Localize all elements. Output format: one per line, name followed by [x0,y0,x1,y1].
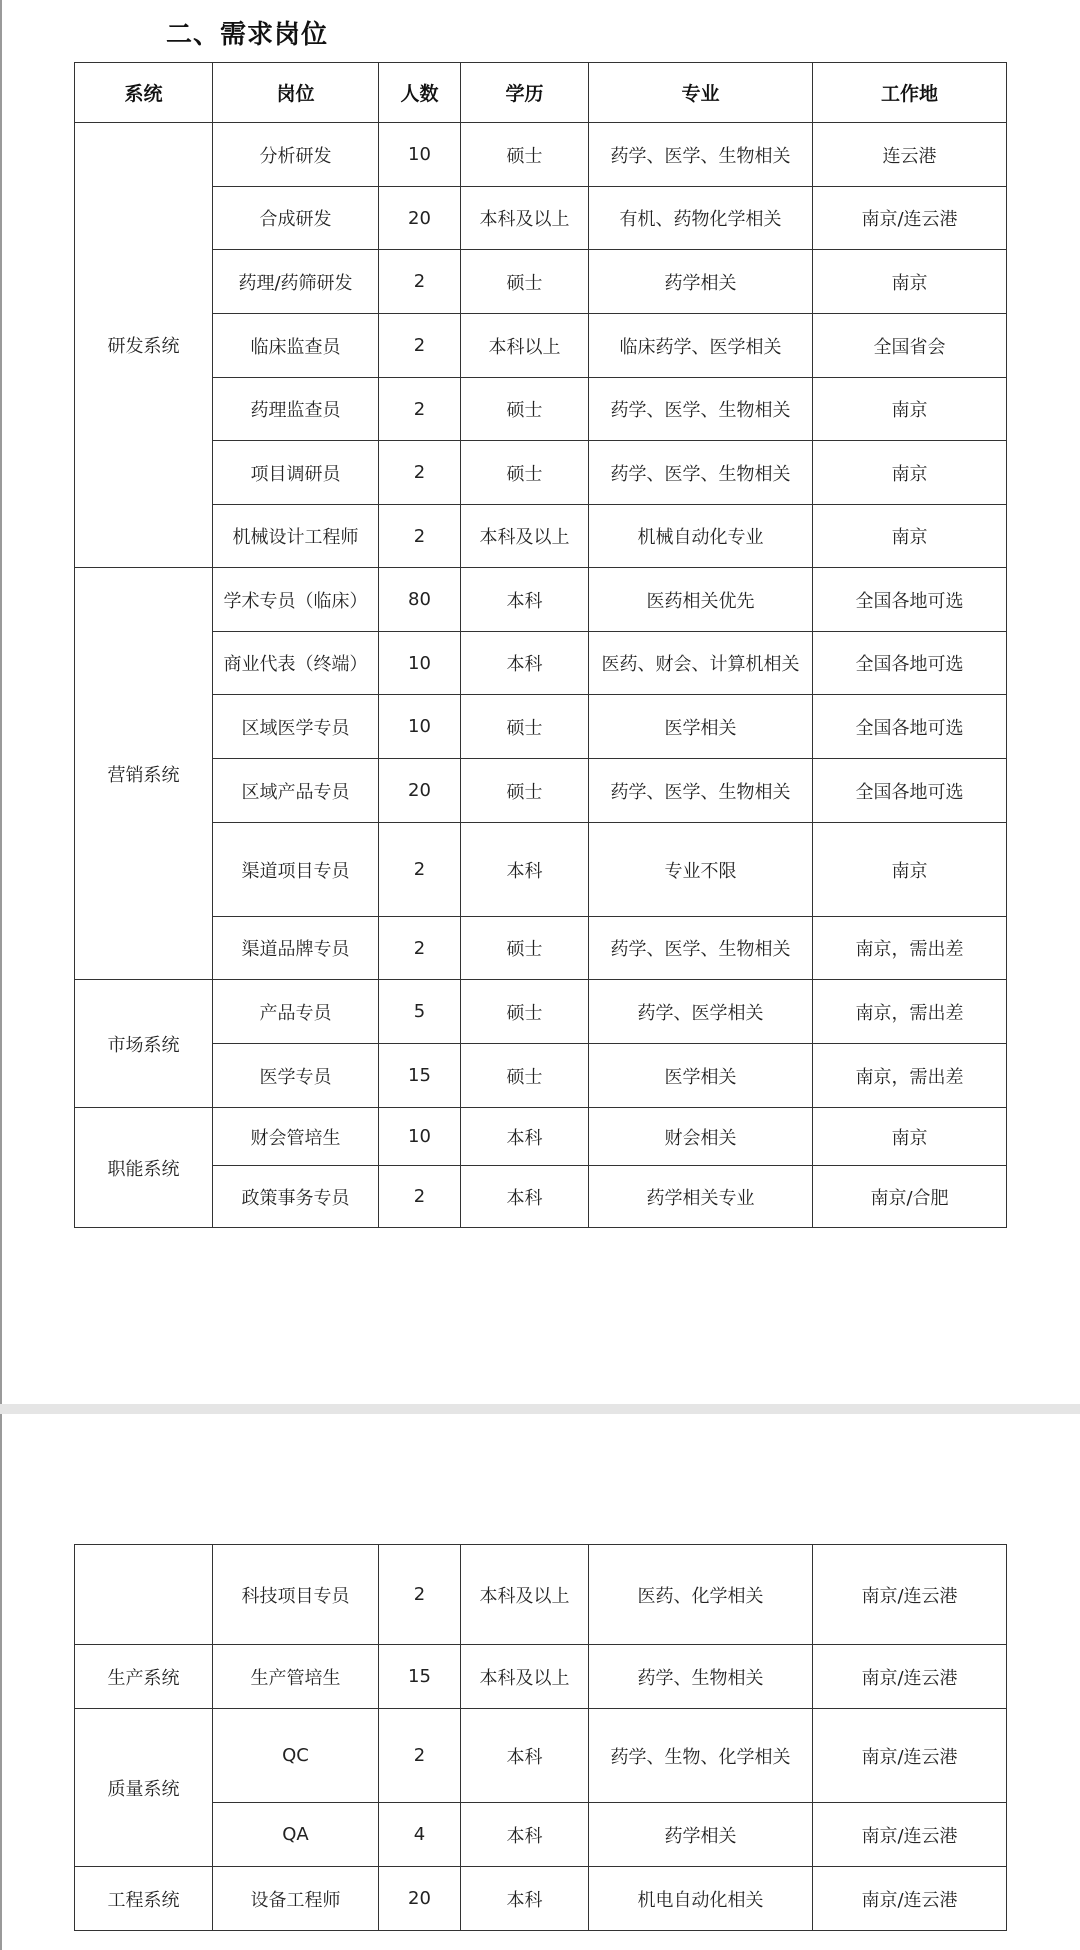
post-cell: 渠道品牌专员 [213,917,379,980]
education-cell: 硕士 [461,378,589,441]
education-cell: 硕士 [461,917,589,980]
system-cell: 市场系统 [75,980,213,1108]
location-cell: 南京 [813,1108,1007,1166]
post-cell: 项目调研员 [213,441,379,505]
location-cell: 连云港 [813,123,1007,187]
count-cell: 80 [379,568,461,632]
section-title: 二、需求岗位 [166,20,329,50]
system-cell: 工程系统 [75,1867,213,1931]
table-row [75,568,1007,632]
post-cell: 生产管培生 [213,1645,379,1709]
location-cell: 南京 [813,378,1007,441]
page-edge-top [0,0,2,1404]
post-cell: 医学专员 [213,1044,379,1108]
count-cell: 15 [379,1645,461,1709]
education-cell: 硕士 [461,123,589,187]
location-cell: 全国各地可选 [813,695,1007,759]
page-edge-bottom [0,1414,2,1950]
major-cell: 医学相关 [589,695,813,759]
count-cell: 4 [379,1803,461,1867]
post-cell: 产品专员 [213,980,379,1044]
location-cell: 南京，需出差 [813,917,1007,980]
location-cell: 全国各地可选 [813,568,1007,632]
education-cell: 本科 [461,1166,589,1228]
table-row [75,505,1007,568]
major-cell: 医药相关优先 [589,568,813,632]
major-cell: 药学、医学、生物相关 [589,759,813,823]
post-cell: 科技项目专员 [213,1545,379,1645]
post-cell: 药理监查员 [213,378,379,441]
location-cell: 南京 [813,823,1007,917]
header-count: 人数 [379,63,461,123]
post-cell: 政策事务专员 [213,1166,379,1228]
education-cell: 本科 [461,823,589,917]
major-cell: 医药、财会、计算机相关 [589,632,813,695]
count-cell: 2 [379,441,461,505]
post-cell: 区域医学专员 [213,695,379,759]
major-cell: 药学、医学、生物相关 [589,441,813,505]
major-cell: 药学、医学、生物相关 [589,917,813,980]
table-row [75,1166,1007,1228]
major-cell: 药学、医学、生物相关 [589,123,813,187]
post-cell: 临床监查员 [213,314,379,378]
table-row [75,980,1007,1044]
location-cell: 南京/连云港 [813,1867,1007,1931]
table-header-row [75,63,1007,123]
location-cell: 南京 [813,250,1007,314]
count-cell: 20 [379,187,461,250]
count-cell: 2 [379,1166,461,1228]
location-cell: 南京，需出差 [813,1044,1007,1108]
major-cell: 机械自动化专业 [589,505,813,568]
education-cell: 本科 [461,1867,589,1931]
count-cell: 5 [379,980,461,1044]
count-cell: 10 [379,695,461,759]
major-cell: 医药、化学相关 [589,1545,813,1645]
table-row [75,1709,1007,1803]
major-cell: 药学相关 [589,250,813,314]
location-cell: 全国各地可选 [813,759,1007,823]
table-row [75,314,1007,378]
post-cell: 药理/药筛研发 [213,250,379,314]
location-cell: 南京/连云港 [813,1645,1007,1709]
table-row [75,378,1007,441]
major-cell: 有机、药物化学相关 [589,187,813,250]
education-cell: 本科及以上 [461,1545,589,1645]
education-cell: 硕士 [461,980,589,1044]
post-cell: QC [213,1709,379,1803]
post-cell: 分析研发 [213,123,379,187]
count-cell: 15 [379,1044,461,1108]
location-cell: 南京/连云港 [813,1709,1007,1803]
location-cell: 南京，需出差 [813,980,1007,1044]
table-row [75,1803,1007,1867]
major-cell: 临床药学、医学相关 [589,314,813,378]
system-cell: 营销系统 [75,568,213,980]
table-row [75,123,1007,187]
table-row [75,1044,1007,1108]
header-system: 系统 [75,63,213,123]
major-cell: 药学、生物、化学相关 [589,1709,813,1803]
count-cell: 2 [379,505,461,568]
major-cell: 药学、医学、生物相关 [589,378,813,441]
major-cell: 专业不限 [589,823,813,917]
education-cell: 硕士 [461,250,589,314]
major-cell: 药学相关专业 [589,1166,813,1228]
table-row [75,759,1007,823]
education-cell: 硕士 [461,1044,589,1108]
system-cell: 质量系统 [75,1709,213,1867]
table-row [75,917,1007,980]
education-cell: 硕士 [461,441,589,505]
education-cell: 本科 [461,1709,589,1803]
education-cell: 硕士 [461,695,589,759]
count-cell: 10 [379,1108,461,1166]
education-cell: 本科及以上 [461,505,589,568]
count-cell: 20 [379,759,461,823]
system-cell: 研发系统 [75,123,213,568]
post-cell: 商业代表（终端） [213,632,379,695]
major-cell: 财会相关 [589,1108,813,1166]
job-table-page2 [74,1544,1007,1931]
table-row [75,250,1007,314]
system-cell [75,1545,213,1645]
table-row [75,695,1007,759]
count-cell: 20 [379,1867,461,1931]
system-cell: 生产系统 [75,1645,213,1709]
location-cell: 南京/合肥 [813,1166,1007,1228]
education-cell: 本科 [461,568,589,632]
page-break [0,1404,1080,1414]
system-cell: 职能系统 [75,1108,213,1228]
post-cell: QA [213,1803,379,1867]
location-cell: 全国省会 [813,314,1007,378]
post-cell: 区域产品专员 [213,759,379,823]
table-row [75,1108,1007,1166]
education-cell: 本科 [461,1803,589,1867]
count-cell: 2 [379,378,461,441]
location-cell: 南京/连云港 [813,1803,1007,1867]
major-cell: 药学相关 [589,1803,813,1867]
major-cell: 医学相关 [589,1044,813,1108]
count-cell: 2 [379,250,461,314]
table-row [75,823,1007,917]
location-cell: 南京 [813,505,1007,568]
table-row [75,187,1007,250]
table-row [75,441,1007,505]
major-cell: 药学、生物相关 [589,1645,813,1709]
education-cell: 本科以上 [461,314,589,378]
education-cell: 本科 [461,1108,589,1166]
table-row [75,1867,1007,1931]
count-cell: 2 [379,1709,461,1803]
post-cell: 学术专员（临床） [213,568,379,632]
location-cell: 全国各地可选 [813,632,1007,695]
table-row [75,1645,1007,1709]
education-cell: 本科及以上 [461,1645,589,1709]
education-cell: 本科 [461,632,589,695]
count-cell: 10 [379,123,461,187]
header-post: 岗位 [213,63,379,123]
post-cell: 设备工程师 [213,1867,379,1931]
major-cell: 药学、医学相关 [589,980,813,1044]
count-cell: 2 [379,1545,461,1645]
location-cell: 南京/连云港 [813,187,1007,250]
major-cell: 机电自动化相关 [589,1867,813,1931]
table-row [75,632,1007,695]
education-cell: 硕士 [461,759,589,823]
header-location: 工作地 [813,63,1007,123]
post-cell: 渠道项目专员 [213,823,379,917]
post-cell: 合成研发 [213,187,379,250]
location-cell: 南京/连云港 [813,1545,1007,1645]
location-cell: 南京 [813,441,1007,505]
table-row [75,1545,1007,1645]
education-cell: 本科及以上 [461,187,589,250]
post-cell: 机械设计工程师 [213,505,379,568]
count-cell: 2 [379,917,461,980]
job-table-page1 [74,62,1007,1228]
post-cell: 财会管培生 [213,1108,379,1166]
header-major: 专业 [589,63,813,123]
count-cell: 2 [379,314,461,378]
count-cell: 10 [379,632,461,695]
count-cell: 2 [379,823,461,917]
header-education: 学历 [461,63,589,123]
